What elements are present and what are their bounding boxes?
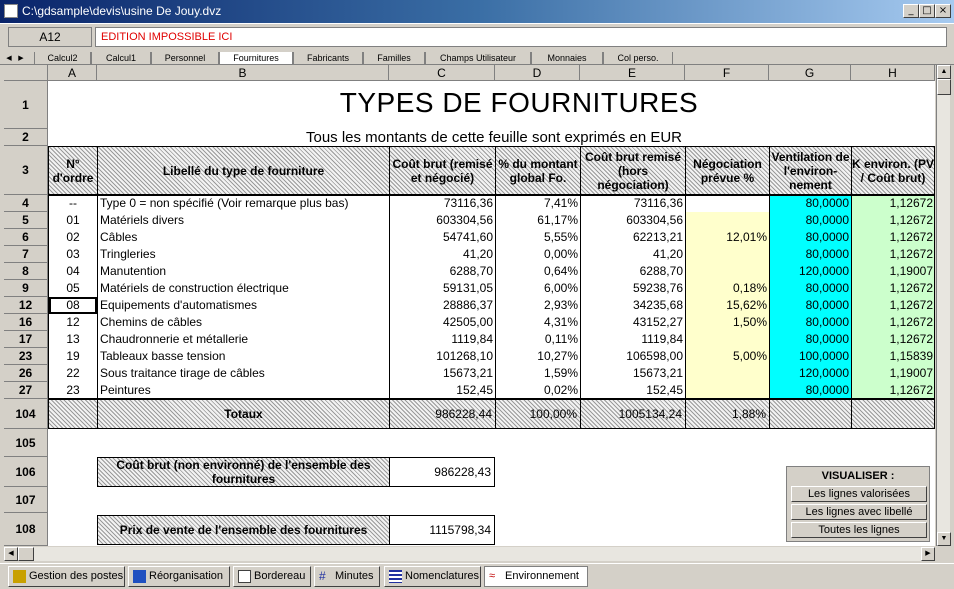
row-header[interactable]: 7 [4,246,48,263]
row-negociation[interactable] [686,246,769,263]
row-negociation[interactable] [686,365,769,382]
row-negociation[interactable]: 0,18% [732,281,767,295]
visualiser-toutes-lignes-button[interactable]: Toutes les lignes [791,522,927,538]
row-cout-remise[interactable]: 59238,76 [632,281,683,295]
environnement-icon: ≈ [489,570,496,582]
row-pct[interactable]: 10,27% [537,349,578,363]
formula-bar [0,25,954,52]
row-label[interactable]: Tringleries [100,247,156,261]
column-header-f[interactable]: F [685,65,769,81]
tab-scroll-left-icon[interactable]: ◀ [6,55,12,62]
tab-fabricants[interactable]: Fabricants [293,52,363,65]
tab-environnement[interactable]: ≈ Environnement [484,566,588,587]
row-cout-remise[interactable]: 41,20 [652,247,683,261]
row-ventilation[interactable]: 80,0000 [805,298,849,312]
row-negociation[interactable] [686,263,769,280]
header-ventilation: Ventilation de l'environ-nement [769,146,852,195]
row-num[interactable]: 12 [66,315,80,329]
tab-fournitures[interactable]: Fournitures [219,52,293,65]
row-pct[interactable]: 1,59% [543,366,578,380]
page-subtitle: Tous les montants de cette feuille sont exprimés en EUR [305,129,683,146]
row-header[interactable]: 1 [4,81,48,129]
row-cout-brut[interactable]: 6288,70 [449,264,493,278]
row-k-environ[interactable]: 1,12672 [889,281,933,295]
row-header[interactable]: 23 [4,348,48,365]
tab-calcul1[interactable]: Calcul1 [91,52,151,65]
row-negociation[interactable] [686,331,769,348]
scroll-down-icon[interactable]: ▼ [937,532,951,546]
row-label[interactable]: Chemins de câbles [100,315,203,329]
tab-bordereau[interactable]: Bordereau [233,566,311,587]
minimize-button[interactable]: _ [903,4,919,18]
horizontal-scrollbar[interactable] [4,547,935,561]
row-negociation[interactable]: 1,50% [732,315,767,329]
row-header[interactable]: 8 [4,263,48,280]
row-label[interactable]: Type 0 = non spécifié (Voir remarque plus bas) [100,196,349,210]
row-header[interactable]: 107 [4,487,48,513]
vertical-scrollbar[interactable] [936,65,950,546]
row-label[interactable]: Sous traitance tirage de câbles [100,366,265,380]
row-label[interactable]: Equipements d'automatismes [100,298,258,312]
header-k-environ: K environ. (PV / Coût brut) [851,146,935,195]
row-num[interactable]: -- [69,196,77,210]
price-summary-label: Prix de vente de l'ensemble des fournitures [97,515,390,545]
row-pct[interactable]: 0,11% [544,332,578,346]
row-k-environ[interactable]: 1,12672 [889,383,933,397]
sheet-tab-strip [0,52,954,65]
scroll-thumb[interactable] [937,79,951,95]
row-cout-remise[interactable]: 152,45 [646,383,683,397]
row-k-environ[interactable]: 1,12672 [889,247,933,261]
tab-familles[interactable]: Familles [363,52,425,65]
row-cout-brut[interactable]: 73116,36 [443,196,493,210]
row-pct[interactable]: 2,93% [543,298,578,312]
row-cout-remise[interactable]: 73116,36 [633,196,683,210]
row-ventilation[interactable]: 80,0000 [805,196,849,210]
row-cout-remise[interactable]: 106598,00 [626,349,683,363]
row-negociation[interactable]: 5,00% [732,349,767,363]
totals-label: Totaux [97,399,390,429]
totals-negociation: 1,88% [685,399,770,429]
row-k-environ[interactable]: 1,12672 [889,230,933,244]
row-pct[interactable]: 0,02% [543,383,578,397]
header-negociation: Négociation prévue % [685,146,770,195]
row-pct[interactable]: 6,00% [543,281,578,295]
hscroll-thumb[interactable] [18,547,34,561]
row-num[interactable]: 01 [66,213,80,227]
row-ventilation[interactable]: 80,0000 [805,281,849,295]
column-header-g[interactable]: G [769,65,851,81]
row-label[interactable]: Matériels divers [100,213,185,227]
row-negociation[interactable] [686,212,769,229]
row-header[interactable]: 26 [4,365,48,382]
reorganisation-icon [133,570,146,583]
row-header[interactable]: 2 [4,129,48,146]
tab-minutes[interactable]: # Minutes [314,566,380,587]
row-ventilation[interactable]: 80,0000 [805,332,849,346]
row-ventilation[interactable]: 120,0000 [798,264,849,278]
tab-champs-utilisateur[interactable]: Champs Utilisateur [425,52,531,65]
row-pct[interactable]: 5,55% [543,230,578,244]
row-cout-brut[interactable]: 42505,00 [442,315,493,329]
visualiser-panel [786,466,930,542]
row-num[interactable]: 04 [66,264,80,278]
column-header-b[interactable]: B [97,65,389,81]
row-cout-brut[interactable]: 59131,05 [442,281,493,295]
row-header[interactable]: 5 [4,212,48,229]
cost-summary-label: Coût brut (non environné) de l'ensemble des fournitures [97,457,390,487]
tab-gestion-postes[interactable]: Gestion des postes [8,566,125,587]
column-header-e[interactable]: E [580,65,685,81]
cost-summary-value: 986228,43 [389,457,495,487]
row-num[interactable]: 08 [49,297,97,314]
postes-icon [13,570,26,583]
row-k-environ[interactable]: 1,12672 [889,315,933,329]
row-num[interactable]: 05 [66,281,80,295]
column-header-c[interactable]: C [389,65,495,81]
row-header[interactable]: 16 [4,314,48,331]
row-ventilation[interactable]: 80,0000 [805,315,849,329]
totals-cout-brut: 986228,44 [389,399,496,429]
row-k-environ[interactable]: 1,12672 [889,196,933,210]
row-num[interactable]: 02 [66,230,80,244]
visualiser-lignes-valorisees-button[interactable]: Les lignes valorisées [791,486,927,502]
row-num[interactable]: 19 [66,349,80,363]
row-cout-brut[interactable]: 28886,37 [442,298,493,312]
row-cout-brut[interactable]: 15673,21 [442,366,493,380]
row-ventilation[interactable]: 80,0000 [805,247,849,261]
tab-reorganisation[interactable]: Réorganisation [128,566,230,587]
row-ventilation[interactable]: 100,0000 [798,349,849,363]
header-label: Libellé du type de fourniture [97,146,390,195]
maximize-button[interactable]: □ [919,4,935,18]
row-label[interactable]: Chaudronnerie et métallerie [100,332,249,346]
row-cout-remise[interactable]: 6288,70 [639,264,683,278]
visualiser-title: VISUALISER : [821,470,895,482]
row-ventilation[interactable]: 80,0000 [805,230,849,244]
row-num[interactable]: 22 [66,366,80,380]
row-pct[interactable]: 61,17% [537,213,578,227]
scroll-left-icon[interactable]: ◀ [4,547,18,561]
title-bar [0,0,954,24]
row-cout-remise[interactable]: 34235,68 [632,298,683,312]
tab-monnaies[interactable]: Monnaies [531,52,603,65]
row-label[interactable]: Peintures [100,383,151,397]
row-k-environ[interactable]: 1,12672 [889,298,933,312]
totals-cout-remise: 1005134,24 [580,399,686,429]
row-k-environ[interactable]: 1,15839 [889,349,933,363]
row-header[interactable]: 6 [4,229,48,246]
bordereau-icon [238,570,251,583]
price-summary-value: 1115798,34 [389,515,495,545]
tab-calcul2[interactable]: Calcul2 [34,52,91,65]
row-num[interactable]: 13 [66,332,80,346]
header-cout-remise: Coût brut remisé (hors négociation) [580,146,686,195]
row-num[interactable]: 23 [66,383,80,397]
cell-reference[interactable]: A12 [8,27,92,47]
row-header[interactable]: 9 [4,280,48,297]
row-cout-remise[interactable]: 62213,21 [632,230,683,244]
row-k-environ[interactable]: 1,19007 [889,264,933,278]
formula-input[interactable]: EDITION IMPOSSIBLE ICI [95,27,947,47]
column-header-h[interactable]: H [851,65,935,81]
row-negociation[interactable] [686,195,769,212]
row-header[interactable]: 17 [4,331,48,348]
tab-nomenclatures[interactable]: Nomenclatures [384,566,481,587]
row-ventilation[interactable]: 120,0000 [798,366,849,380]
visualiser-lignes-libelle-button[interactable]: Les lignes avec libellé [791,504,927,520]
tab-personnel[interactable]: Personnel [151,52,219,65]
row-cout-remise[interactable]: 15673,21 [632,366,683,380]
module-tab-strip [0,563,954,589]
row-pct[interactable]: 0,00% [543,247,578,261]
row-pct[interactable]: 0,64% [543,264,578,278]
nomenclatures-icon [389,570,402,583]
row-header[interactable]: 105 [4,429,48,457]
row-num[interactable]: 03 [66,247,80,261]
page-title: TYPES DE FOURNITURES [339,87,699,118]
column-header-d[interactable]: D [495,65,580,81]
row-cout-brut[interactable]: 101268,10 [436,349,493,363]
row-header[interactable]: 3 [4,146,48,195]
row-label[interactable]: Câbles [100,230,138,244]
close-button[interactable]: × [935,4,951,18]
row-cout-brut[interactable]: 152,45 [456,383,493,397]
minutes-icon: # [319,569,326,583]
scroll-up-icon[interactable]: ▲ [937,65,951,79]
row-k-environ[interactable]: 1,12672 [889,213,933,227]
tab-col-perso[interactable]: Col perso. [603,52,673,65]
window-title: C:\gdsample\devis\usine De Jouy.dvz [22,4,222,18]
row-cout-remise[interactable]: 603304,56 [626,213,683,227]
row-negociation[interactable]: 15,62% [726,298,767,312]
header-pct: % du montant global Fo. [495,146,581,195]
app-icon[interactable] [4,4,18,18]
row-negociation[interactable]: 12,01% [726,230,767,244]
header-cout-brut: Coût brut (remisé et négocié) [389,146,496,195]
row-cout-brut[interactable]: 603304,56 [436,213,493,227]
select-all-corner[interactable] [4,65,48,81]
row-cout-brut[interactable]: 41,20 [462,247,493,261]
tab-scroll-right-icon[interactable]: ▶ [18,55,24,62]
row-pct[interactable]: 4,31% [543,315,578,329]
row-label[interactable]: Tableaux basse tension [100,349,226,363]
row-header[interactable]: 106 [4,457,48,487]
scroll-right-icon[interactable]: ▶ [921,547,935,561]
row-cout-remise[interactable]: 1119,84 [641,332,683,346]
row-negociation[interactable] [686,382,769,399]
row-header[interactable]: 104 [4,399,48,429]
row-label[interactable]: Manutention [100,264,167,278]
row-k-environ[interactable]: 1,12672 [889,332,933,346]
header-num: N° d'ordre [48,146,98,195]
row-ventilation[interactable]: 80,0000 [805,383,849,397]
row-header[interactable]: 12 [4,297,48,314]
row-ventilation[interactable]: 80,0000 [805,213,849,227]
row-header[interactable]: 108 [4,513,48,546]
column-header-a[interactable]: A [48,65,97,81]
row-cout-brut[interactable]: 1119,84 [451,332,493,346]
row-cout-remise[interactable]: 43152,27 [632,315,683,329]
row-pct[interactable]: 7,41% [543,196,578,210]
row-label[interactable]: Matériels de construction électrique [100,281,289,295]
totals-pct: 100,00% [495,399,581,429]
row-header[interactable]: 27 [4,382,48,399]
row-cout-brut[interactable]: 54741,60 [442,230,493,244]
row-header[interactable]: 4 [4,195,48,212]
row-k-environ[interactable]: 1,19007 [889,366,933,380]
